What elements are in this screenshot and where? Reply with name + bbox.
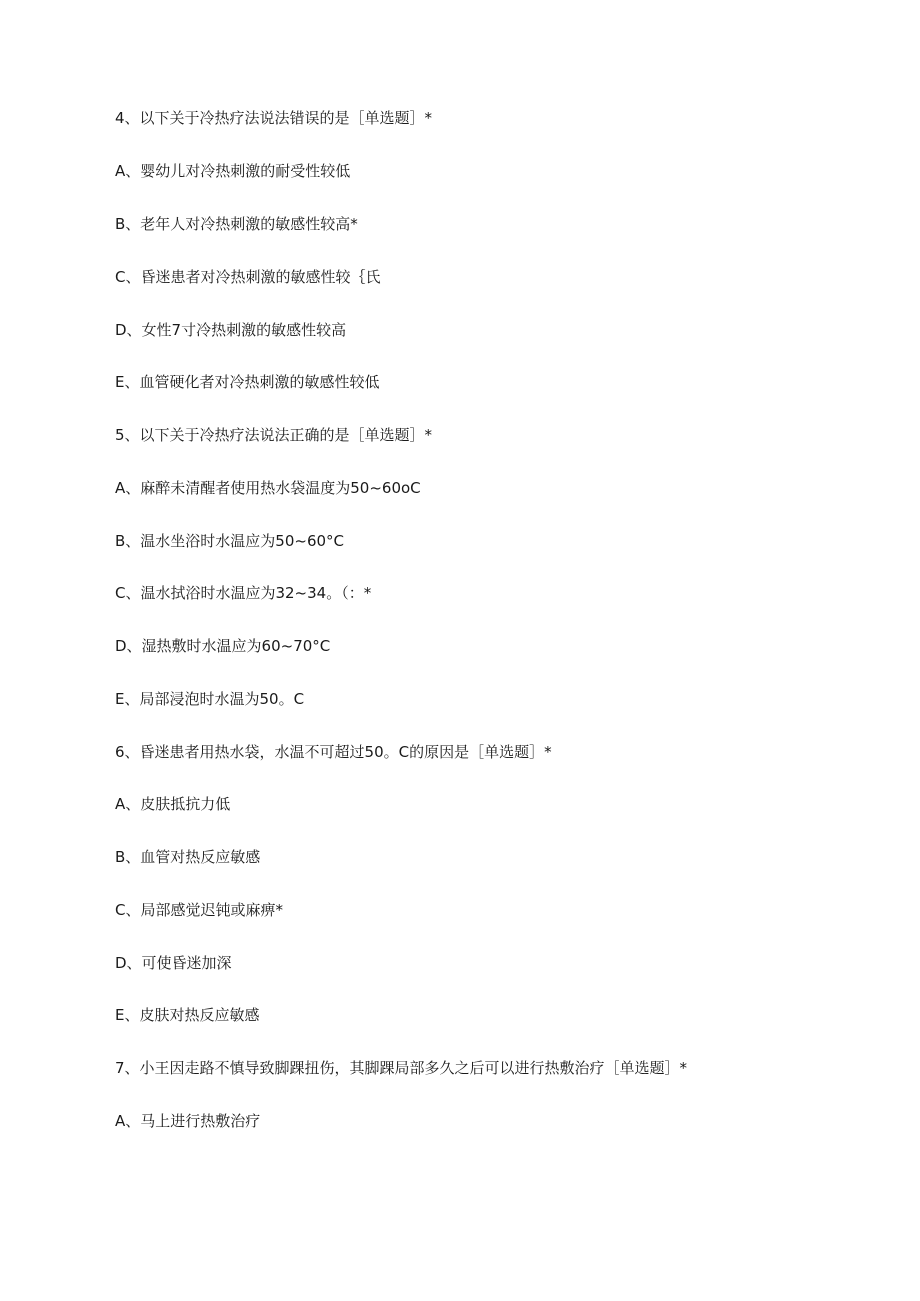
question-5-option-c: C、温水拭浴时水温应为32~34。（：* [115,584,372,602]
question-6-stem: 6、昏迷患者用热水袋，水温不可超过50。C的原因是［单选题］* [115,743,552,761]
question-5-option-d: D、湿热敷时水温应为60~70°C [115,637,331,655]
question-4-option-a: A、婴幼儿对冷热刺激的耐受性较低 [115,162,351,180]
question-6-option-b: B、血管对热反应敏感 [115,848,261,866]
question-5-stem: 5、以下关于冷热疗法说法正确的是［单选题］* [115,426,433,444]
question-7-stem: 7、小王因走路不慎导致脚踝扭伤，其脚踝局部多久之后可以进行热敷治疗［单选题］* [115,1059,688,1077]
question-6-option-e: E、皮肤对热反应敏感 [115,1006,260,1024]
question-5-option-b: B、温水坐浴时水温应为50~60°C [115,532,345,550]
question-5-option-e: E、局部浸泡时水温为50。C [115,690,305,708]
question-4-option-e: E、血管硬化者对冷热刺激的敏感性较低 [115,373,380,391]
question-4-option-d: D、女性7寸冷热刺激的敏感性较高 [115,321,347,339]
question-4-option-c: C、昏迷患者对冷热刺激的敏感性较｛氏 [115,268,381,286]
question-6-option-d: D、可使昏迷加深 [115,954,232,972]
question-4-stem: 4、以下关于冷热疗法说法错误的是［单选题］* [115,109,433,127]
question-7-option-a: A、马上进行热敷治疗 [115,1112,261,1130]
question-4-option-b: B、老年人对冷热刺激的敏感性较高* [115,215,358,233]
question-6-option-a: A、皮肤抵抗力低 [115,795,231,813]
question-5-option-a: A、麻醉未清醒者使用热水袋温度为50~60oC [115,479,421,497]
question-6-option-c: C、局部感觉迟钝或麻痹* [115,901,283,919]
